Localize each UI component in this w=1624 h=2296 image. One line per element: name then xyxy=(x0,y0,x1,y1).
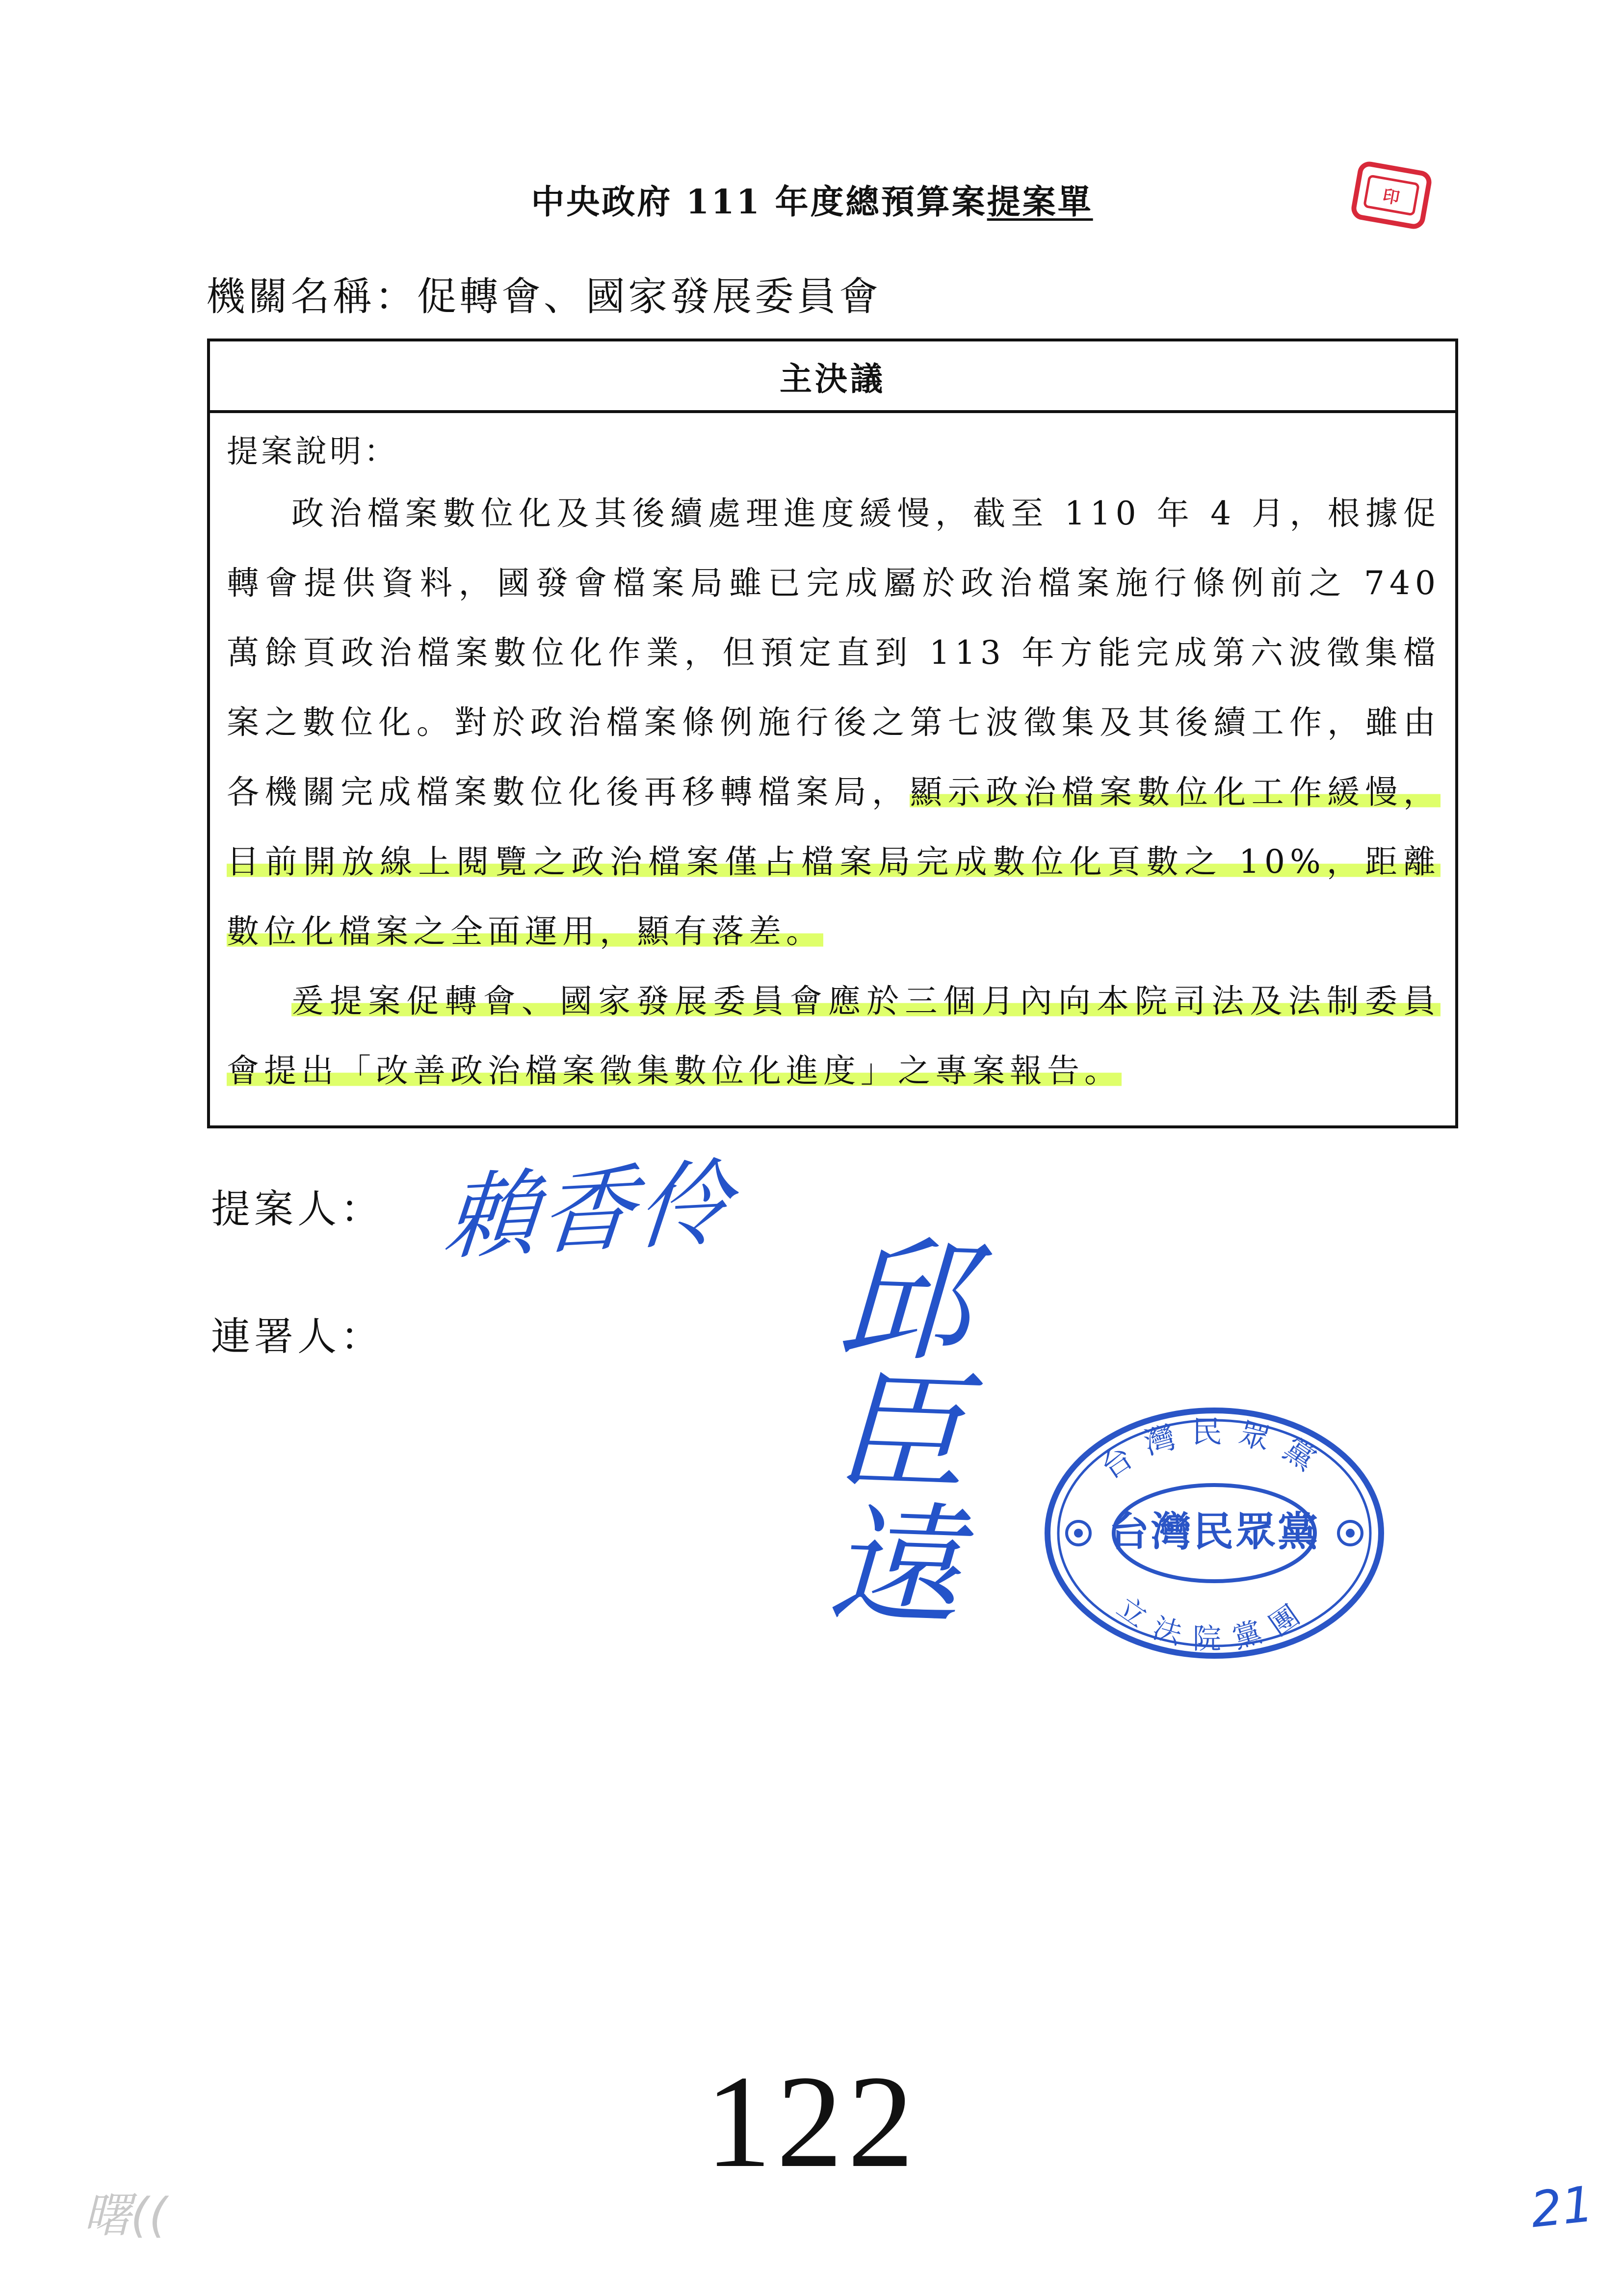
paragraph-2-highlight: 爰提案促轉會、國家發展委員會應於三個月內向本院司法及法制委員會提出「改善政治檔案徵集數位化進度」之專案報告。 xyxy=(227,982,1441,1090)
handwritten-margin-note-right: 21 xyxy=(1528,2175,1597,2239)
seal-flower-icon-right xyxy=(1338,1521,1362,1545)
seal-flower-icon-left xyxy=(1067,1521,1090,1545)
proposer-label: 提案人： xyxy=(211,1186,384,1232)
red-stamp-inner: 印 xyxy=(1363,174,1420,216)
seal-center-text: 台灣民眾黨 xyxy=(1108,1508,1320,1555)
title-prefix: 中央政府 111 年度總預算案 xyxy=(531,183,987,222)
seal-bottom-text: 立法院黨團 xyxy=(1111,1590,1318,1655)
paragraph-1-text: 政治檔案數位化及其後續處理進度緩慢，截至 110 年 4 月，根據促轉會提供資料，國發會檔案局雖已完成屬於政治檔案施行條例前之 740 萬餘頁政治檔案數位化作業，但預定直到 113 年方能完成第六波徵集檔案之數位化。對於政治檔案條例施行後之第七波徵集及其後續工作，雖由各機關完成檔案數位化後再移轉檔案局， xyxy=(227,495,1441,811)
cosigner-signature: 邱臣遠 xyxy=(804,1227,973,1630)
party-seal xyxy=(1040,1403,1388,1663)
proposer-signature: 賴香伶 xyxy=(440,1148,738,1273)
paragraph-2 xyxy=(227,966,1441,1106)
cosigner-label: 連署人： xyxy=(211,1314,384,1359)
resolution-body xyxy=(210,413,1455,1106)
description-label: 提案說明： xyxy=(227,434,398,470)
section-header: 主決議 xyxy=(210,341,1455,413)
title-emphasis: 提案單 xyxy=(987,183,1093,222)
paragraph-1 xyxy=(227,479,1441,966)
paragraph-1-highlight: 顯示政治檔案數位化工作緩慢，目前開放線上閱覽之政治檔案僅占檔案局完成數位化頁數之 10%，距離數位化檔案之全面運用，顯有落差。 xyxy=(227,773,1441,950)
seal-top-text: 台灣民眾黨 xyxy=(1094,1414,1335,1486)
resolution-box xyxy=(207,339,1458,1128)
faint-margin-note-left: 曙(( xyxy=(83,2188,167,2243)
page-number: 122 xyxy=(705,2048,919,2195)
agency-line: 機關名稱：促轉會、國家發展委員會 xyxy=(206,274,881,319)
